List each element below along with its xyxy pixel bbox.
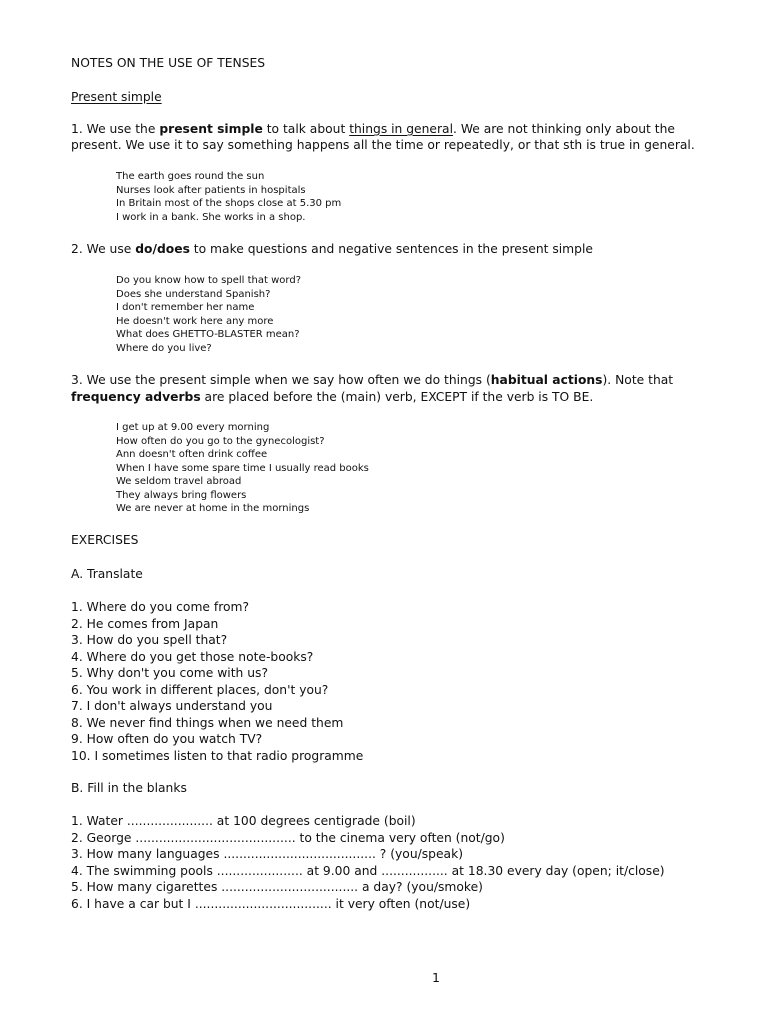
example-line: He doesn't work here any more xyxy=(116,315,274,327)
exercise-a-item: 1. Where do you come from? xyxy=(71,600,250,614)
exercise-a-heading: A. Translate xyxy=(71,567,143,581)
rule-1-line-1 xyxy=(71,121,675,137)
exercises-heading: EXERCISES xyxy=(71,533,139,547)
example-line: The earth goes round the sun xyxy=(116,171,265,182)
example-line: I get up at 9.00 every morning xyxy=(116,422,270,433)
example-line: We are never at home in the mornings xyxy=(116,503,310,514)
example-line: Nurses look after patients in hospitals xyxy=(116,184,306,196)
example-line: Where do you live? xyxy=(116,342,212,354)
exercise-a-item: 10. I sometimes listen to that radio programme xyxy=(71,748,364,763)
example-line: They always bring flowers xyxy=(116,489,247,501)
rule-3-text: are placed before the (main) verb, EXCEPT if the verb is TO BE. xyxy=(200,390,594,404)
rule-2-bold-term: do/does xyxy=(135,242,190,256)
example-line: Does she understand Spanish? xyxy=(116,288,271,300)
exercise-b-item: 5. How many cigarettes ................................... a day? (you/smoke) xyxy=(71,880,483,894)
exercise-a-item: 8. We never find things when we need them xyxy=(71,715,344,730)
example-line: How often do you go to the gynecologist? xyxy=(116,435,325,447)
exercise-b-item: 4. The swimming pools ...................... at 9.00 and ................. at 18.30 every day (open; it/close) xyxy=(71,863,665,878)
exercise-a-item: 6. You work in different places, don't you? xyxy=(71,682,329,697)
exercise-a-item: 2. He comes from Japan xyxy=(71,616,219,631)
exercise-b-heading: B. Fill in the blanks xyxy=(71,781,187,795)
exercise-b-item: 3. How many languages ....................................... ? (you/speak) xyxy=(71,847,463,861)
exercise-a-item: 9. How often do you watch TV? xyxy=(71,732,263,746)
example-line: Do you know how to spell that word? xyxy=(116,275,302,286)
example-line: We seldom travel abroad xyxy=(116,476,242,487)
rule-1-text: to talk about xyxy=(262,122,350,136)
rule-1-bold-term: present simple xyxy=(159,122,263,136)
example-line: Ann doesn't often drink coffee xyxy=(116,449,268,460)
rule-1-line-2: present. We use it to say something happens all the time or repeatedly, or that sth is true in general. xyxy=(71,138,695,152)
exercise-b-item: 1. Water ...................... at 100 degrees centigrade (boil) xyxy=(71,814,416,828)
rule-1-underlined-term: things in general xyxy=(349,122,453,136)
rule-2-line xyxy=(71,241,593,257)
exercise-b-item: 2. George ......................................... to the cinema very often (not/go) xyxy=(71,830,505,845)
rule-3-bold-term: habitual actions xyxy=(490,373,603,387)
rule-2-text: 2. We use xyxy=(71,242,136,256)
rule-3-text: 3. We use the present simple when we say how often we do things ( xyxy=(71,373,491,387)
section-heading: Present simple xyxy=(71,90,162,104)
rule-3-bold-term: frequency adverbs xyxy=(71,390,201,404)
page-number: 1 xyxy=(432,970,440,985)
rule-1-text: 1. We use the xyxy=(71,122,160,136)
rule-3-text: ). Note that xyxy=(602,373,674,387)
exercise-b-item: 6. I have a car but I ................................... it very often (not/use) xyxy=(71,896,471,911)
example-line: When I have some spare time I usually read books xyxy=(116,462,369,474)
example-line: I work in a bank. She works in a shop. xyxy=(116,211,306,223)
example-line: What does GHETTO-BLASTER mean? xyxy=(116,329,300,340)
document-title: NOTES ON THE USE OF TENSES xyxy=(71,56,266,70)
example-line: In Britain most of the shops close at 5.30 pm xyxy=(116,198,342,209)
example-line: I don't remember her name xyxy=(116,302,255,313)
exercise-a-item: 5. Why don't you come with us? xyxy=(71,666,268,680)
exercise-a-item: 7. I don't always understand you xyxy=(71,699,273,713)
exercise-a-item: 4. Where do you get those note-books? xyxy=(71,649,314,664)
rule-3-line-2 xyxy=(71,389,593,405)
rule-2-text: to make questions and negative sentences in the present simple xyxy=(189,242,593,256)
rule-3-line-1 xyxy=(71,372,673,388)
rule-1-text: . We are not thinking only about the xyxy=(453,122,675,136)
exercise-a-item: 3. How do you spell that? xyxy=(71,633,228,647)
